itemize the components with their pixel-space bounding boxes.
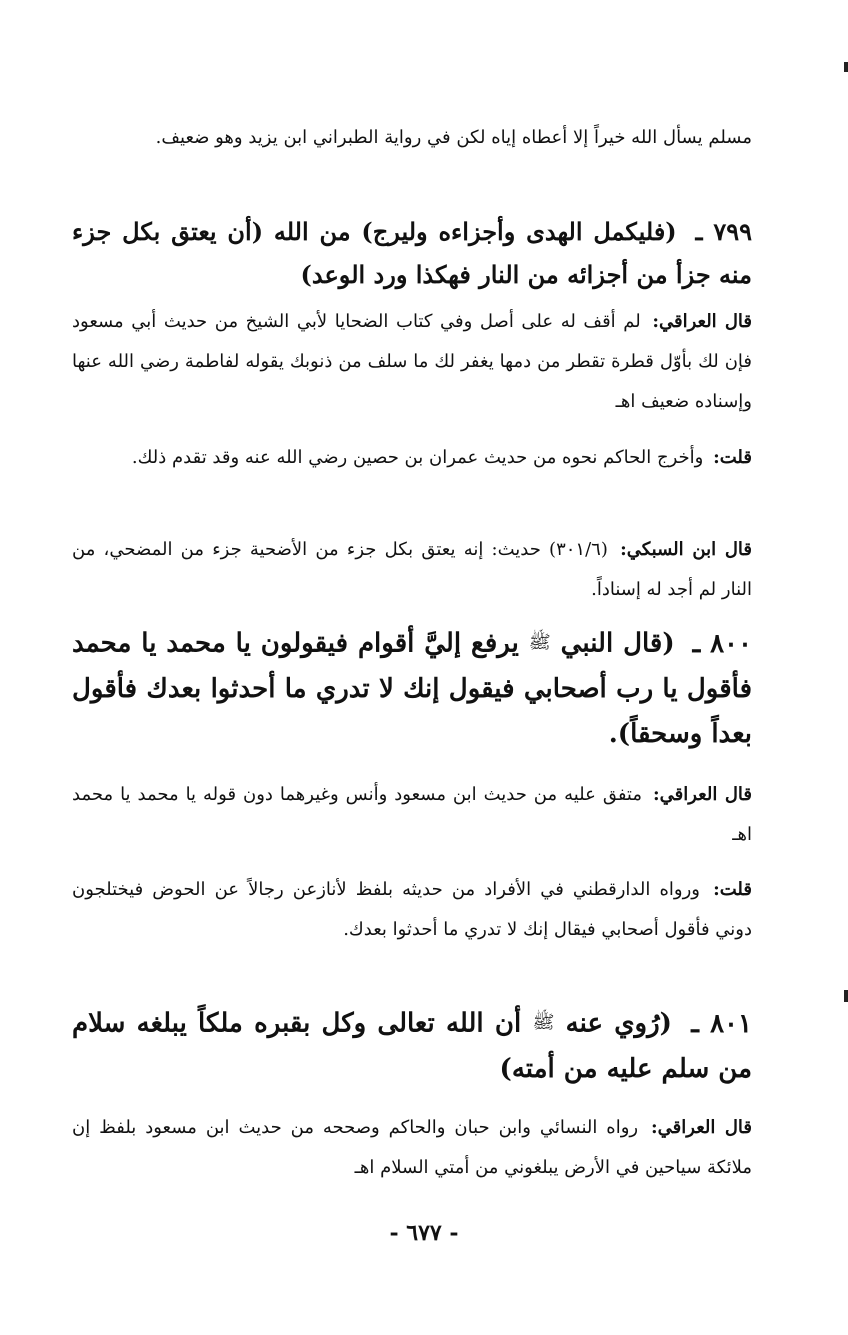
speaker-label: قال العراقي: (651, 1117, 752, 1138)
page-number: - ٦٧٧ - (389, 1220, 459, 1246)
salawat-glyph: ﷺ (528, 632, 551, 653)
entry-text: (فليكمل الهدى وأجزاءه وليرج) من الله (أن يعتق بكل جزء منه جزأ من أجزائه من النار فهكذا ورد الوعد) (72, 217, 752, 289)
entry-text-before: (رُوي عنه (565, 1008, 672, 1039)
commentary-text: (٣٠١/٦) حديث: إنه يعتق بكل جزء من الأضحية جزء من المضحي، من النار لم أجد له إسناداً. (72, 539, 752, 600)
speaker-label: قال العراقي: (652, 311, 752, 332)
commentary-qultu-799 (72, 438, 752, 478)
entry-800-heading (72, 620, 752, 757)
entry-text-after: أن الله تعالى وكل بقبره ملكاً يبلغه سلام من سلم عليه من أمته) (72, 1008, 752, 1084)
speaker-label: قلت: (713, 879, 752, 900)
entry-number: ٨٠١ ـ (691, 1008, 752, 1039)
scan-mark-top (844, 62, 848, 72)
commentary-subki-799 (72, 530, 752, 610)
entry-number: ٨٠٠ ـ (692, 628, 752, 659)
entry-801-heading (72, 1000, 752, 1092)
scan-mark-bottom (844, 990, 848, 1002)
entry-799-heading (72, 210, 752, 296)
entry-text-after: يرفع إليَّ أقوام فيقولون يا محمد يا محمد فأقول يا رب أصحابي فيقول إنك لا تدري ما أحدثوا بعدك فأقول بعداً وسحقاً). (72, 628, 752, 749)
commentary-text: وأخرج الحاكم نحوه من حديث عمران بن حصين رضي الله عنه وقد تقدم ذلك. (131, 447, 704, 468)
commentary-text: ورواه الدارقطني في الأفراد من حديثه بلفظ لأنازعن رجالاً عن الحوض فيختلجون دوني فأقول أصحابي فيقال إنك لا تدري ما أحدثوا بعدك. (72, 879, 752, 940)
speaker-label: قال العراقي: (652, 784, 752, 805)
speaker-label: قال ابن السبكي: (620, 539, 752, 560)
commentary-iraqi-799 (72, 302, 752, 422)
paragraph-continuation (72, 118, 752, 158)
speaker-label: قلت: (713, 447, 752, 468)
commentary-text: رواه النسائي وابن حبان والحاكم وصححه من حديث ابن مسعود بلفظ إن ملائكة سياحين في الأرض يبلغوني من أمتي السلام اهـ (72, 1117, 752, 1178)
commentary-qultu-800 (72, 870, 752, 950)
paragraph-text: مسلم يسأل الله خيراً إلا أعطاه إياه لكن في رواية الطبراني ابن يزيد وهو ضعيف. (155, 127, 752, 148)
commentary-iraqi-801 (72, 1108, 752, 1188)
entry-number: ٧٩٩ ـ (695, 217, 752, 246)
commentary-text: متفق عليه من حديث ابن مسعود وأنس وغيرهما دون قوله يا محمد يا محمد اهـ (72, 784, 752, 845)
salawat-glyph: ﷺ (532, 1012, 555, 1033)
commentary-iraqi-800 (72, 775, 752, 855)
commentary-text: لم أقف له على أصل وفي كتاب الضحايا لأبي الشيخ من حديث أبي مسعود فإن لك بأوّل قطرة تقطر من دمها يغفر لك ما سلف من ذنوبك يقوله لفاطمة رضي الله عنها وإسناده ضعيف اهـ (72, 311, 752, 412)
entry-text-before: (قال النبي (560, 628, 675, 659)
